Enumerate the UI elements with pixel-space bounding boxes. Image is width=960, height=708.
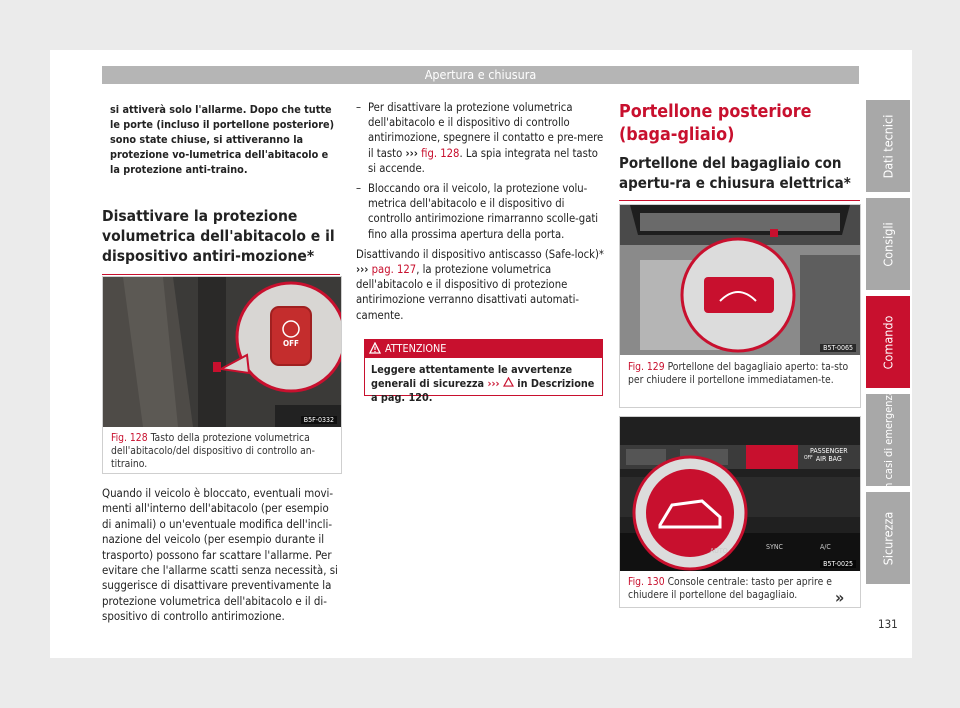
airbag-label-2: AIR BAG	[815, 455, 842, 463]
image-code: B5T-0065	[820, 344, 856, 352]
tab-dati-tecnici[interactable]	[866, 100, 910, 192]
figure-link[interactable]: fig. 128	[421, 146, 460, 160]
figure-caption-text: Console centrale: tasto per aprire e chiudere il portellone del bagagliaio.	[628, 576, 832, 601]
figure-label: Fig. 128	[111, 432, 148, 444]
warning-title: ATTENZIONE	[385, 342, 447, 355]
figure-130	[619, 416, 861, 608]
off-button-label: OFF	[283, 339, 299, 348]
tab-label: Sicurezza	[880, 511, 896, 565]
tab-emergenza[interactable]	[866, 388, 910, 492]
section-header: Apertura e chiusura	[102, 66, 859, 84]
continued-note: si attiverà solo l'allarme. Dopo che tutte le porte (incluso il portellone posteriore) sono state chiuse, si attiveranno la protezione vo-lumetrica dell'abitacolo e la protezione anti-traino.	[110, 103, 335, 176]
subsection-heading: Portellone del bagagliaio con apertu-ra e chiusura elettrica*	[619, 153, 860, 201]
section-heading: Disattivare la protezione volumetrica dell'abitacolo e il dispositivo antiri-mozione*	[102, 207, 335, 265]
image-code: B5T-0025	[820, 560, 856, 568]
chapter-title: Portellone posteriore (baga-gliaio)	[619, 101, 812, 145]
tab-comando[interactable]	[866, 296, 910, 388]
airbag-label-1: PASSENGER	[810, 447, 848, 455]
page-number: 131	[878, 617, 898, 631]
figure-130-image	[620, 417, 860, 571]
tab-consigli[interactable]	[866, 198, 910, 290]
ref-arrow: ›››	[356, 263, 369, 277]
paragraph-text: Disattivando il dispositivo antiscasso (Safe-lock)*	[356, 247, 604, 261]
figure-caption	[111, 432, 333, 471]
sync-label: SYNC	[766, 543, 783, 551]
page-link[interactable]: pag. 127	[371, 263, 417, 277]
ac-label: A/C	[820, 543, 831, 551]
figure-129	[619, 204, 861, 408]
warning-small-triangle-icon	[503, 377, 514, 390]
ref-arrow: ›››	[405, 146, 418, 160]
tailgate-illustration	[620, 205, 860, 355]
tab-label: In casi di emergenza	[881, 388, 895, 492]
ref-arrow: ›››	[487, 377, 500, 390]
auto-label: AUTO	[710, 547, 728, 555]
figure-caption	[628, 361, 852, 387]
figure-129-image	[620, 205, 860, 355]
figure-128-image	[103, 277, 341, 427]
figure-caption-text: Portellone del bagagliaio aperto: ta-sto per chiudere il portellone immediatamen-te.	[628, 361, 849, 386]
figure-128	[102, 276, 342, 474]
column-left	[102, 100, 340, 177]
figure-caption-text: Tasto della protezione volumetrica dell'abitacolo/del dispositivo di controllo an-titraino.	[111, 432, 316, 470]
list-item: – Bloccando ora il veicolo, la protezione volu-metrica dell'abitacolo e il dispositivo di controllo antirimozione rimarranno scolle-gati fino alla prossima apertura della porta.	[356, 181, 604, 242]
section-heading-block	[102, 206, 340, 275]
figure-caption	[628, 576, 852, 602]
instruction-list	[356, 100, 604, 242]
tab-sicurezza[interactable]	[866, 492, 910, 584]
list-item-text-end: . La spia integrata nel tasto si accende.	[368, 146, 598, 175]
warning-text-end: in Descrizione a pag. 120.	[371, 377, 595, 404]
body-paragraph: Quando il veicolo è bloccato, eventuali movi-menti all'interno dell'abitacolo (per esempio di animali) o un'eventuale modifica dell'incli-nazione del veicolo (per esempio durante il trasporto) possono far scattare l'allarme. Per evitare che l'allarme scatti senza necessità, si suggerisce di disattivare preventivamente la protezione volumetrica dell'abitacolo e il di-spositivo di controllo antirimozione.	[102, 486, 338, 624]
paragraph-text-end: , la protezione volumetrica dell'abitacolo e il dispositivo di protezione antirimozione verranno disattivati automati-camente.	[356, 263, 580, 322]
list-item-text: Per disattivare la protezione volumetrica dell'abitacolo e il dispositivo di controllo antirimozione, spegnere il contatto e pre-mere il tasto	[368, 101, 604, 160]
warning-text	[365, 358, 602, 410]
tab-label: Dati tecnici	[880, 114, 896, 178]
tab-label: Consigli	[880, 221, 896, 267]
continue-mark: »	[835, 588, 845, 607]
airbag-indicator	[810, 447, 848, 463]
warning-triangle-icon	[369, 342, 381, 360]
figure-label: Fig. 130	[628, 576, 665, 588]
paragraph	[356, 247, 604, 323]
image-code: B5F-0332	[301, 416, 337, 424]
airbag-off-label: OFF	[804, 455, 813, 461]
seat-pillar-illustration	[103, 277, 341, 427]
figure-label: Fig. 129	[628, 361, 665, 373]
column-middle	[356, 100, 604, 323]
warning-header	[365, 340, 602, 358]
tab-label: Comando	[880, 315, 896, 369]
list-item	[356, 100, 604, 176]
warning-box	[364, 339, 603, 404]
warning-text-start: Leggere attentamente le avvertenze generali di sicurezza	[371, 363, 573, 390]
